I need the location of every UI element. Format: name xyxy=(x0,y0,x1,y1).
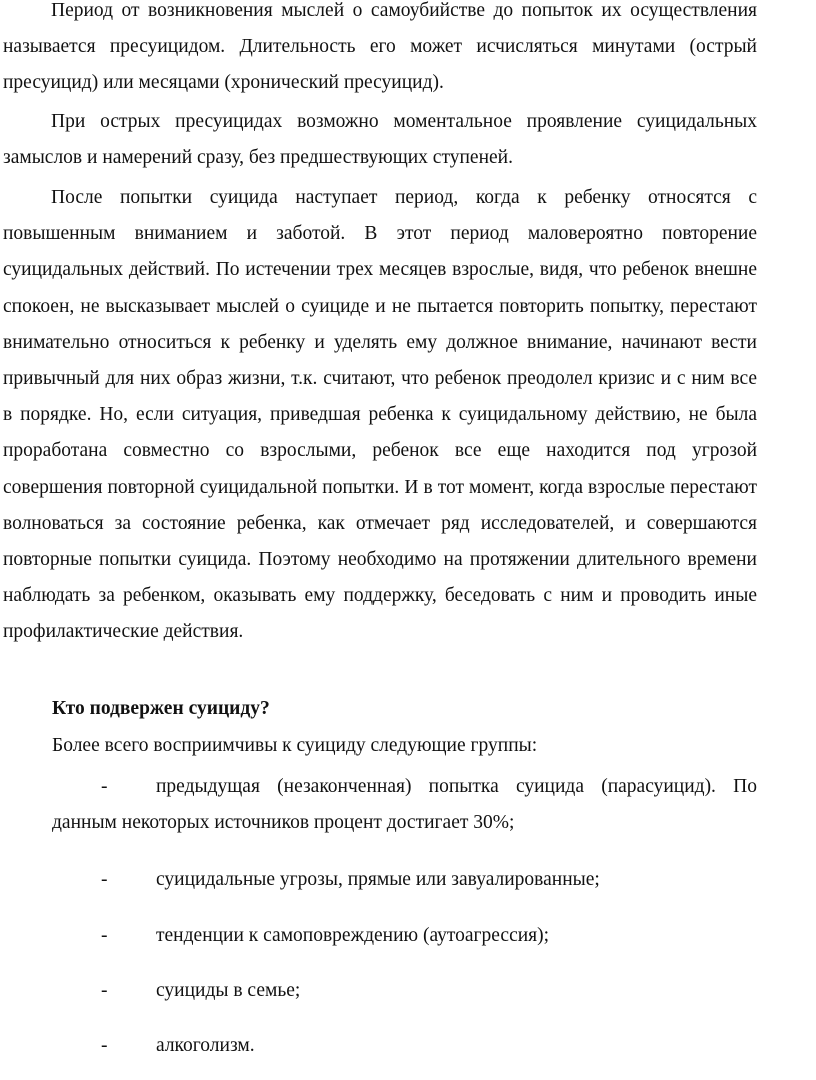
paragraph-acute-presuicide: При острых пресуицидах возможно моментальное проявление суицидальных замыслов и намерений сразу, без предшествующих ступеней. xyxy=(3,111,757,169)
list-item-text: предыдущая (незаконченная) попытка суицида (парасуицид). По данным некоторых источников процент достигает 30%; xyxy=(52,776,757,834)
list-item-text: суицидальные угрозы, прямые или завуалированные; xyxy=(156,869,600,890)
list-intro: Более всего восприимчивы к суициду следующие группы: xyxy=(52,735,538,756)
list-item xyxy=(52,918,757,954)
list-item xyxy=(52,1028,757,1064)
paragraph-presuicide-definition: Период от возникновения мыслей о самоубийстве до попыток их осуществления называется пресуицидом. Длительность его может исчисляться минутами (острый пресуицид) или месяцами (хронический пресуицид). xyxy=(3,0,757,94)
list-item xyxy=(52,769,757,841)
paragraph-after-attempt: После попытки суицида наступает период, когда к ребенку относятся с повышенным вниманием и заботой. В этот период маловероятно повторение суицидальных действий. По истечении трех месяцев взрослые, видя, что ребенок внешне спокоен, не высказывает мыслей о суициде и не пытается повторить попытку, перестают внимательно относиться к ребенку и уделять ему должное внимание, начинают вести привычный для них образ жизни, т.к. считают, что ребенок преодолел кризис и с ним все в порядке. Но, если ситуация, приведшая ребенка к суицидальному действию, не была проработана совместно со взрослыми, ребенок все еще находится под угрозой совершения повторной суицидальной попытки. И в тот момент, когда взрослые перестают волноваться за состояние ребенка, как отмечает ряд исследователей, и совершаются повторные попытки суицида. Поэтому необходимо на протяжении длительного времени наблюдать за ребенком, оказывать ему поддержку, беседовать с ним и проводить иные профилактические действия. xyxy=(3,187,757,643)
list-dash: - xyxy=(101,776,108,797)
list-dash: - xyxy=(101,869,108,890)
list-item-text: тенденции к самоповреждению (аутоагрессия); xyxy=(156,925,550,946)
section-heading: Кто подвержен суициду? xyxy=(52,698,270,719)
list-item-text: суициды в семье; xyxy=(156,980,301,1001)
list-dash: - xyxy=(101,1035,108,1056)
list-item xyxy=(52,862,757,898)
list-dash: - xyxy=(101,980,108,1001)
list-dash: - xyxy=(101,925,108,946)
list-item xyxy=(52,973,757,1009)
list-item-text: алкоголизм. xyxy=(156,1035,255,1056)
